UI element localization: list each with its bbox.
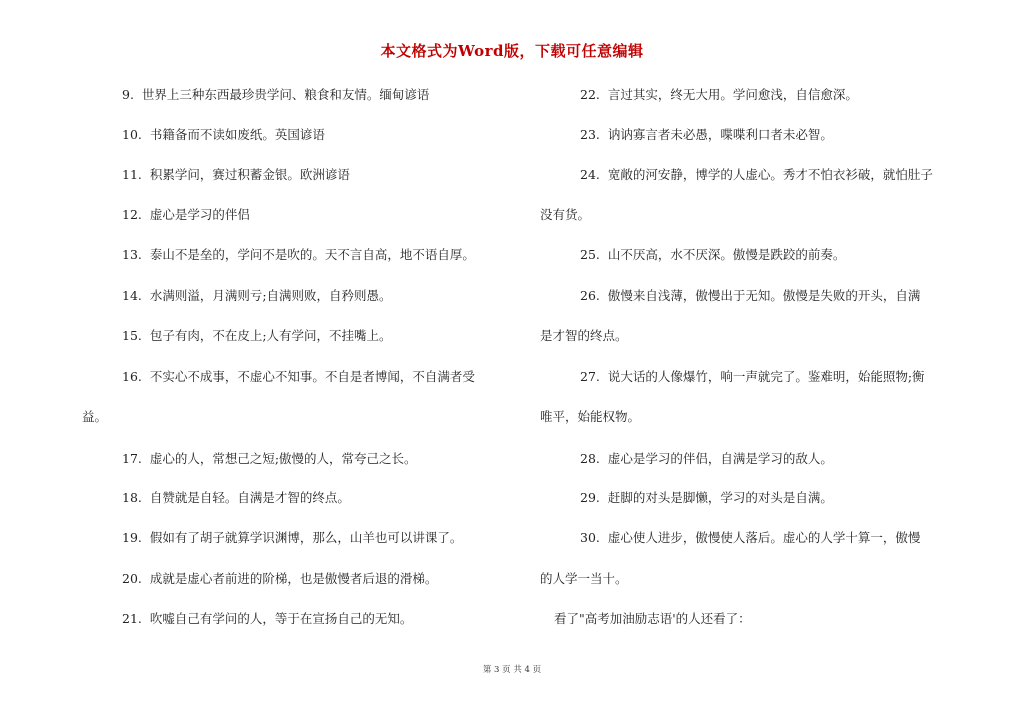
item-text: 书籍备而不读如废纸。英国谚语 — [149, 127, 325, 142]
item-number: 25. — [580, 247, 600, 262]
item-text: 宽敞的河安静，博学的人虚心。秀才不怕衣衫破，就怕肚子 — [607, 167, 933, 182]
list-item — [122, 328, 392, 344]
item-number: 12. — [122, 207, 142, 222]
item-text: 傲慢来自浅薄，傲慢出于无知。傲慢是失败的开头，自满 — [607, 288, 921, 303]
item-text: 不实心不成事，不虚心不知事。不自是者博闻，不自满者受 — [149, 369, 475, 384]
item-text: 虚心使人进步，傲慢使人落后。虚心的人学十算一，傲慢 — [607, 530, 921, 545]
list-item — [122, 167, 350, 183]
list-item — [580, 247, 845, 263]
item-continuation: 是才智的终点。 — [540, 328, 628, 343]
item-number: 29. — [580, 490, 600, 505]
list-item — [122, 288, 392, 304]
list-item — [580, 451, 833, 467]
list-item — [580, 369, 925, 385]
item-number: 30. — [580, 530, 600, 545]
item-number: 21. — [122, 611, 142, 626]
item-text: 虚心是学习的伴侣 — [149, 207, 250, 222]
item-text: 吹嘘自己有学问的人，等于在宣扬自己的无知。 — [149, 611, 413, 626]
list-item — [122, 207, 250, 223]
item-number: 24. — [580, 167, 600, 182]
list-item — [580, 87, 858, 103]
item-number: 26. — [580, 288, 600, 303]
list-item — [580, 288, 920, 304]
list-item — [580, 530, 920, 546]
item-number: 23. — [580, 127, 600, 142]
related-articles-label: 看了"高考加油励志语'的人还看了： — [554, 611, 751, 626]
item-text: 说大话的人像爆竹，响一声就完了。鉴难明，始能照物;衡 — [607, 369, 925, 384]
item-text: 赶脚的对头是脚懒，学习的对头是自满。 — [607, 490, 833, 505]
item-text: 假如有了胡子就算学识渊博，那么，山羊也可以讲课了。 — [149, 530, 463, 545]
item-text: 泰山不是垒的，学问不是吹的。天不言自高，地不语自厚。 — [149, 247, 475, 262]
list-item — [122, 530, 462, 546]
item-number: 9. — [122, 87, 134, 102]
item-continuation: 的人学一当十。 — [540, 571, 628, 586]
item-number: 14. — [122, 288, 142, 303]
item-number: 16. — [122, 369, 142, 384]
item-text: 言过其实，终无大用。学问愈浅，自信愈深。 — [607, 87, 858, 102]
item-text: 水满则溢，月满则亏;自满则败，自矜则愚。 — [149, 288, 392, 303]
item-text: 虚心是学习的伴侣，自满是学习的敌人。 — [607, 451, 833, 466]
item-continuation: 没有货。 — [540, 207, 591, 222]
list-item — [122, 369, 475, 385]
list-item — [580, 490, 833, 506]
list-item — [122, 247, 475, 263]
item-text: 包子有肉，不在皮上;人有学问，不挂嘴上。 — [149, 328, 392, 343]
list-item — [122, 451, 417, 467]
item-text: 山不厌高，水不厌深。傲慢是跌跤的前奏。 — [607, 247, 846, 262]
item-number: 18. — [122, 490, 142, 505]
list-item — [580, 167, 933, 183]
list-item — [122, 127, 325, 143]
item-number: 22. — [580, 87, 600, 102]
list-item — [122, 571, 437, 587]
item-text: 自赞就是自轻。自满是才智的终点。 — [149, 490, 350, 505]
item-number: 20. — [122, 571, 142, 586]
item-text: 成就是虚心者前进的阶梯，也是傲慢者后退的滑梯。 — [149, 571, 438, 586]
item-number: 27. — [580, 369, 600, 384]
item-text: 讷讷寡言者未必愚，喋喋利口者未必智。 — [607, 127, 833, 142]
list-item — [122, 490, 350, 506]
item-number: 17. — [122, 451, 142, 466]
item-number: 19. — [122, 530, 142, 545]
list-item — [580, 127, 833, 143]
item-number: 10. — [122, 127, 142, 142]
item-number: 13. — [122, 247, 142, 262]
item-number: 28. — [580, 451, 600, 466]
word-format-banner: 本文格式为Word版，下载可任意编辑 — [380, 42, 644, 60]
page-footer: 第 3 页 共 4 页 — [482, 665, 542, 675]
item-text: 虚心的人，常想己之短;傲慢的人，常夸己之长。 — [149, 451, 417, 466]
item-text: 世界上三种东西最珍贵学问、粮食和友情。缅甸谚语 — [141, 87, 430, 102]
item-continuation: 唯平，始能权物。 — [540, 409, 641, 424]
item-continuation: 益。 — [82, 409, 108, 424]
list-item — [122, 87, 429, 103]
item-text: 积累学问，赛过积蓄金银。欧洲谚语 — [149, 167, 350, 182]
item-number: 15. — [122, 328, 142, 343]
list-item — [122, 611, 412, 627]
item-number: 11. — [122, 167, 142, 182]
